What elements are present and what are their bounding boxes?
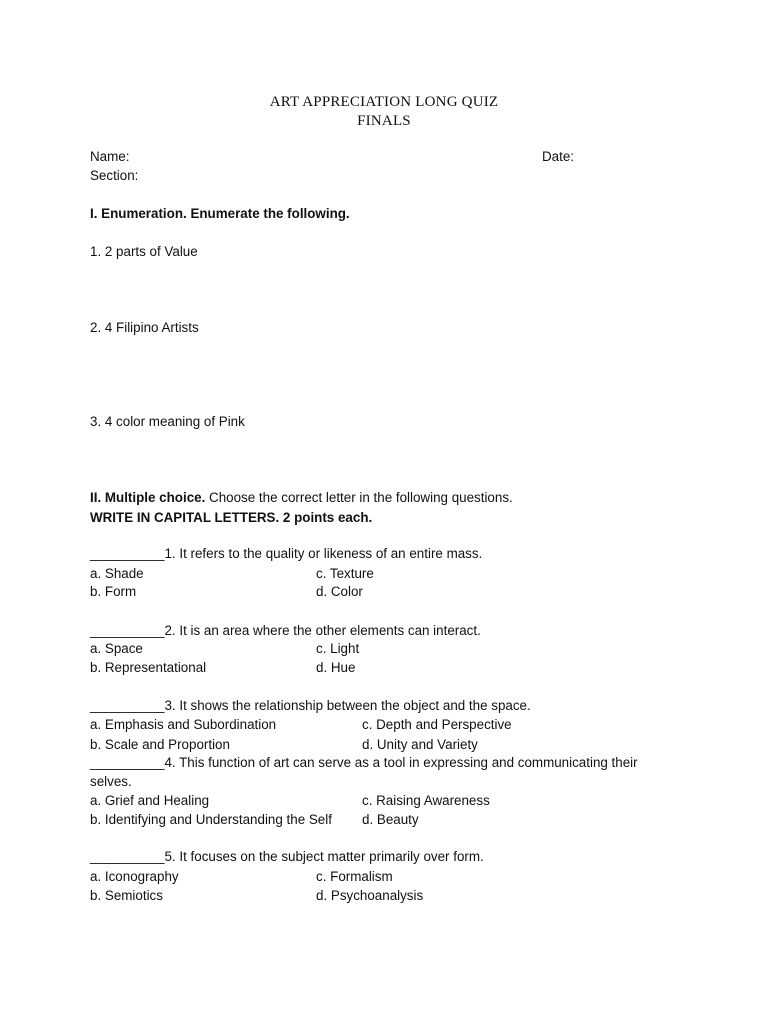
choice-c: c. Depth and Perspective (362, 717, 512, 732)
question-stem: __________3. It shows the relationship between the object and the space. (90, 698, 531, 713)
enumeration-item: 3. 4 color meaning of Pink (90, 414, 245, 429)
choice-b: b. Form (90, 584, 137, 599)
choice-d: d. Hue (316, 660, 356, 675)
question-stem: __________1. It refers to the quality or likeness of an entire mass. (90, 546, 483, 561)
choice-b: b. Representational (90, 660, 207, 675)
choice-b: b. Semiotics (90, 888, 163, 903)
choice-c: c. Formalism (316, 869, 393, 884)
choice-b: b. Scale and Proportion (90, 737, 230, 752)
date-field-label: Date: (542, 149, 575, 164)
part2-heading (90, 491, 513, 504)
part2-heading-rest: Choose the correct letter in the following questions. (205, 490, 513, 505)
name-field-label: Name: (90, 149, 130, 164)
part1-heading: I. Enumeration. Enumerate the following. (90, 206, 350, 221)
question-stem-continued: selves. (90, 774, 132, 789)
choice-d: d. Color (316, 584, 363, 599)
choice-b: b. Identifying and Understanding the Self (90, 812, 332, 827)
choice-d: d. Beauty (362, 812, 419, 827)
choice-c: c. Raising Awareness (362, 793, 490, 808)
choice-c: c. Light (316, 641, 360, 656)
question-stem: __________2. It is an area where the other elements can interact. (90, 623, 481, 638)
quiz-title: ART APPRECIATION LONG QUIZ (269, 94, 499, 110)
choice-d: d. Psychoanalysis (316, 888, 424, 903)
enumeration-item: 2. 4 Filipino Artists (90, 320, 199, 335)
question-stem: __________5. It focuses on the subject matter primarily over form. (90, 849, 484, 864)
choice-d: d. Unity and Variety (362, 737, 478, 752)
part2-instruction: WRITE IN CAPITAL LETTERS. 2 points each. (90, 510, 373, 525)
quiz-subtitle: FINALS (357, 113, 411, 129)
section-field-label: Section: (90, 168, 139, 183)
choice-c: c. Texture (316, 566, 374, 581)
part2-heading-bold: II. Multiple choice. (90, 490, 206, 505)
choice-a: a. Grief and Healing (90, 793, 210, 808)
choice-a: a. Emphasis and Subordination (90, 717, 277, 732)
choice-a: a. Space (90, 641, 143, 656)
enumeration-item: 1. 2 parts of Value (90, 244, 198, 259)
choice-a: a. Iconography (90, 869, 179, 884)
choice-a: a. Shade (90, 566, 144, 581)
question-stem: __________4. This function of art can serve as a tool in expressing and communicating their (90, 755, 638, 770)
